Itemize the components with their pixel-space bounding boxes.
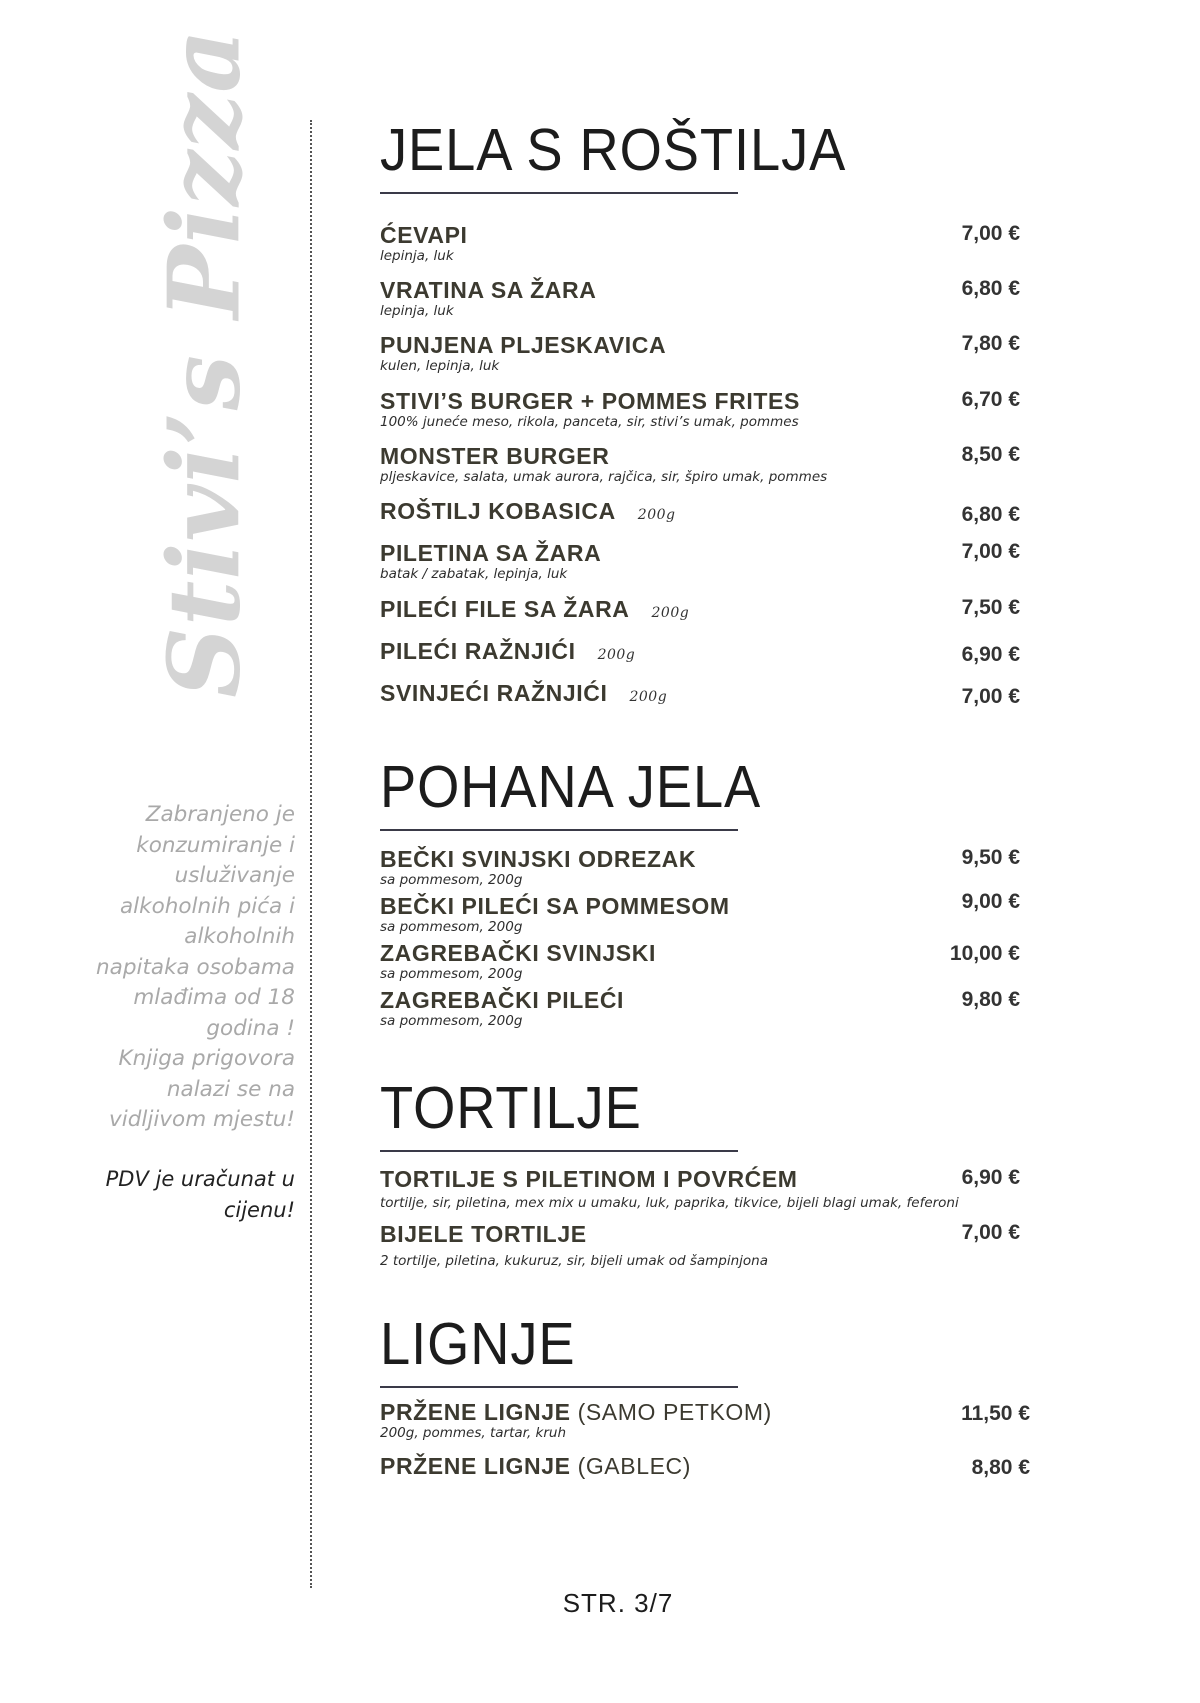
menu-item: [380, 846, 1020, 888]
menu-item: [380, 1221, 1020, 1269]
page-number: [0, 1588, 1200, 1619]
item-name: TORTILJE S PILETINOM I POVRĆEM: [380, 1166, 798, 1192]
item-description: sa pommesom, 200g: [380, 1013, 523, 1029]
item-name: ĆEVAPI: [380, 222, 468, 248]
notice-line: mlađima od 18: [133, 985, 295, 1010]
section-tortillas: [380, 1076, 1020, 1152]
notice-line: usluživanje: [174, 863, 295, 888]
item-price: 6,90 €: [961, 1166, 1020, 1189]
section-title: POHANA JELA: [380, 754, 762, 820]
item-name: PUNJENA PLJESKAVICA: [380, 332, 667, 358]
item-name-text: SVINJEĆI RAŽNJIĆI: [380, 680, 608, 706]
item-name: [380, 1399, 1020, 1425]
item-description: 100% juneće meso, rikola, panceta, sir, stivi’s umak, pommes: [380, 414, 799, 430]
item-name: BEČKI SVINJSKI ODREZAK: [380, 846, 697, 872]
section-title: LIGNJE: [380, 1311, 576, 1377]
item-description: sa pommesom, 200g: [380, 872, 523, 888]
menu-item: [380, 388, 1020, 430]
menu-item: [380, 498, 1020, 528]
page-number-text: STR. 3/7: [562, 1588, 674, 1618]
item-description: lepinja, luk: [380, 303, 454, 319]
section-grill-items: [380, 222, 1020, 722]
item-price: 6,90 €: [961, 643, 1020, 666]
item-price: 6,80 €: [961, 277, 1020, 300]
item-name-text: PRŽENE LIGNJE: [380, 1453, 571, 1479]
item-price: 7,80 €: [961, 332, 1020, 355]
section-rule: [380, 829, 738, 831]
notice-line: konzumiranje i: [136, 832, 295, 858]
section-squid-items: [380, 1399, 1030, 1499]
item-price: 7,00 €: [961, 540, 1020, 563]
menu-item: [380, 1453, 1030, 1479]
item-weight: 200g: [629, 689, 668, 705]
notice-line: vidljivom mjestu!: [109, 1107, 295, 1132]
item-price: 9,80 €: [961, 988, 1020, 1011]
item-price: 6,70 €: [961, 388, 1020, 411]
item-name: [380, 680, 1020, 710]
item-name: VRATINA SA ŽARA: [380, 277, 597, 303]
item-name: BIJELE TORTILJE: [380, 1221, 587, 1247]
item-note: (GABLEC): [577, 1453, 691, 1479]
section-title: JELA S ROŠTILJA: [380, 117, 847, 183]
item-description: batak / zabatak, lepinja, luk: [380, 566, 568, 582]
item-description: 200g, pommes, tartar, kruh: [380, 1425, 567, 1441]
notice-line: nalazi se na: [166, 1076, 295, 1102]
menu-item: [380, 540, 1020, 582]
item-weight: 200g: [651, 605, 690, 621]
item-note: (SAMO PETKOM): [577, 1399, 772, 1425]
item-description: 2 tortilje, piletina, kukuruz, sir, bijeli umak od šampinjona: [380, 1253, 768, 1269]
item-name: PILETINA SA ŽARA: [380, 540, 602, 566]
section-rule: [380, 1386, 738, 1388]
section-tortillas-items: [380, 1166, 1020, 1276]
item-name-text: PILEĆI RAŽNJIĆI: [380, 638, 576, 664]
section-rule: [380, 1150, 738, 1152]
item-name: BEČKI PILEĆI SA POMMESOM: [380, 893, 730, 919]
menu-item: [380, 332, 1020, 374]
section-grill: [380, 118, 1020, 194]
item-description: lepinja, luk: [380, 248, 454, 264]
section-squid: [380, 1312, 1020, 1388]
notice-line: alkoholnih pića i: [120, 893, 295, 919]
menu-item: [380, 1399, 1030, 1441]
item-name: ZAGREBAČKI SVINJSKI: [380, 940, 656, 966]
item-description: pljeskavice, salata, umak aurora, rajčica, sir, špiro umak, pommes: [380, 469, 828, 485]
menu-item: [380, 596, 1020, 626]
vat-notice: [65, 1164, 295, 1226]
item-weight: 200g: [637, 507, 676, 523]
item-weight: 200g: [597, 647, 636, 663]
item-description: tortilje, sir, piletina, mex mix u umaku, luk, paprika, tikvice, bijeli blagi umak, feferoni: [380, 1195, 959, 1211]
brand-logo: Stivi’s Pizza: [147, 27, 263, 698]
menu-item: [380, 680, 1020, 710]
item-price: 7,50 €: [961, 596, 1020, 619]
item-name-text: PRŽENE LIGNJE: [380, 1399, 571, 1425]
item-description: sa pommesom, 200g: [380, 919, 523, 935]
section-title: TORTILJE: [380, 1075, 642, 1141]
item-name-text: ROŠTILJ KOBASICA: [380, 498, 616, 524]
item-price: 9,00 €: [961, 890, 1020, 913]
menu-item: [380, 443, 1020, 485]
menu-item: [380, 277, 1020, 319]
notice-line: Knjiga prigovora: [118, 1046, 295, 1071]
item-price: 8,80 €: [971, 1456, 1030, 1479]
vat-line: PDV je uračunat u: [105, 1167, 295, 1191]
item-name: ZAGREBAČKI PILEĆI: [380, 987, 625, 1013]
item-description: sa pommesom, 200g: [380, 966, 523, 982]
menu-item: [380, 1166, 1020, 1211]
menu-item: [380, 987, 1020, 1029]
menu-item: [380, 222, 1020, 264]
section-breaded-items: [380, 846, 1020, 1046]
item-name: [380, 596, 1020, 626]
item-price: 7,00 €: [961, 1221, 1020, 1244]
item-price: 8,50 €: [961, 443, 1020, 466]
item-name: [380, 638, 1020, 668]
item-price: 11,50 €: [961, 1402, 1030, 1425]
menu-item: [380, 638, 1020, 668]
menu-item: [380, 940, 1020, 982]
item-name: STIVI’S BURGER + POMMES FRITES: [380, 388, 800, 414]
item-price: 7,00 €: [961, 685, 1020, 708]
notice-line: alkoholnih: [184, 924, 295, 949]
alcohol-notice: [65, 800, 295, 1136]
item-price: 10,00 €: [949, 942, 1020, 965]
item-name: [380, 1453, 1020, 1479]
notice-line: Zabranjeno je: [145, 802, 295, 827]
notice-line: napitaka osobama: [96, 954, 295, 980]
notice-line: godina !: [206, 1015, 295, 1041]
item-name: [380, 498, 1020, 528]
item-price: 7,00 €: [961, 222, 1020, 245]
item-name-text: PILEĆI FILE SA ŽARA: [380, 596, 630, 622]
item-description: kulen, lepinja, luk: [380, 358, 500, 374]
brand-logo-container: [130, 27, 280, 698]
vat-line: cijenu!: [223, 1198, 295, 1222]
item-name: MONSTER BURGER: [380, 443, 610, 469]
section-breaded: [380, 755, 1020, 831]
section-rule: [380, 192, 738, 194]
item-price: 9,50 €: [961, 846, 1020, 869]
menu-item: [380, 890, 1020, 935]
item-price: 6,80 €: [961, 503, 1020, 526]
dotted-divider: [310, 120, 312, 1588]
